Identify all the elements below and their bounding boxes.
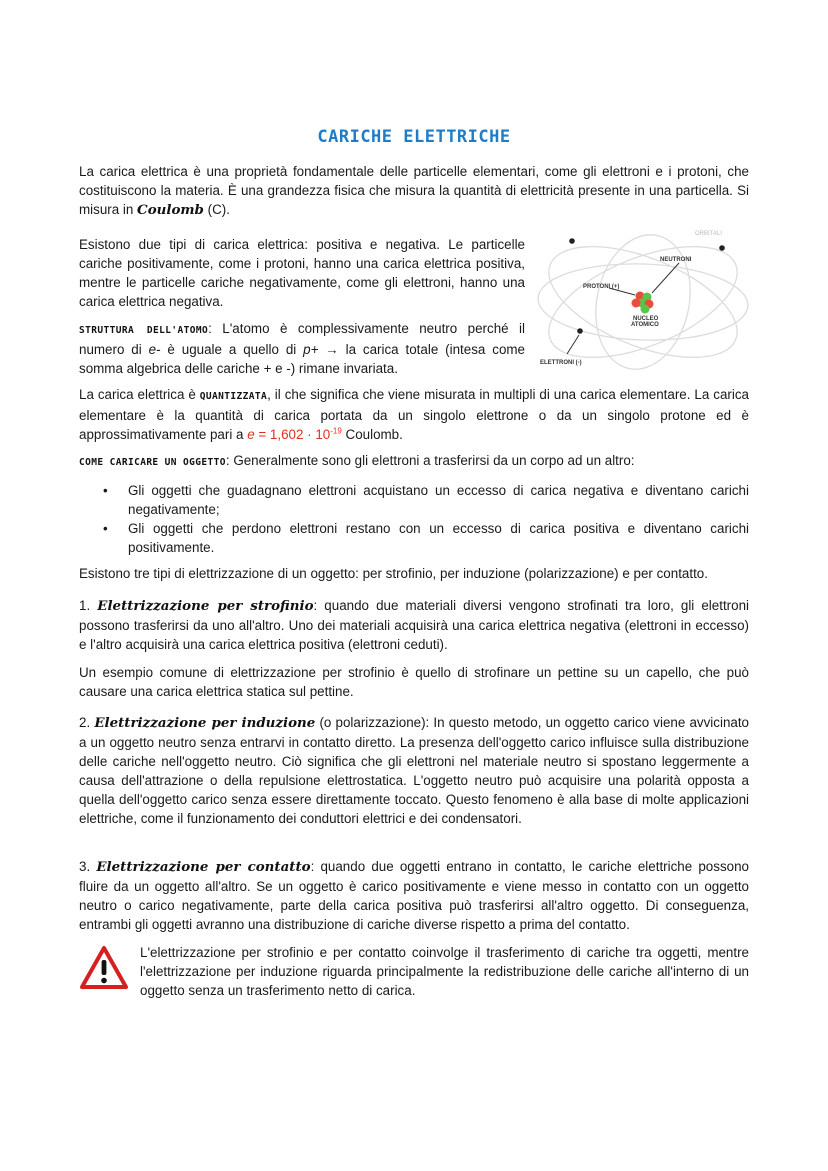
charging-text: : Generalmente sono gli elettroni a trasferirsi da un corpo ad un altro: (225, 453, 635, 468)
item-number: 2. (79, 715, 95, 730)
label-atomico: ATOMICO (631, 322, 659, 328)
warning-icon (79, 945, 129, 991)
list-item (79, 481, 749, 519)
electron-dot (569, 238, 575, 244)
warning-note (140, 943, 749, 1000)
formula-eq: = 1,602 · 10 (254, 427, 331, 442)
charge-types-text: Esistono due tipi di carica elettrica: positiva e negativa. Le particelle cariche positivamente, come i protoni, hanno una carica elettrica positiva, mentre le particelle cariche negativamente, come gli elettroni, hanno una carica elettrica negativa. (79, 237, 525, 309)
quantized-paragraph (79, 385, 749, 444)
induction-label: Elettrizzazione per induzione (94, 715, 316, 731)
page-title: CARICHE ELETTRICHE (317, 127, 511, 147)
quantized-text: La carica elettrica è (79, 387, 200, 402)
intro-text: La carica elettrica è una proprietà fondamentale delle particelle elementari, come gli elettroni e i protoni, che costituiscono la materia. È una grandezza fisica che misura la quantità di elettricità presente in una particella. Si misura in (79, 164, 749, 217)
charge-types-paragraph (79, 235, 525, 311)
label-nucleo: NUCLEO (633, 316, 659, 322)
charging-bullets (79, 481, 749, 557)
item-number: 3. (79, 859, 97, 874)
elementary-charge-formula (247, 427, 342, 442)
charging-paragraph (79, 451, 749, 472)
rubbing-example-paragraph (79, 663, 749, 701)
intro-text-end: (C). (203, 202, 230, 217)
atom-structure-label: STRUTTURA DELL'ATOMO (79, 325, 209, 336)
atom-diagram (537, 227, 749, 373)
rubbing-text: : quando due materiali diversi vengono strofinati tra loro, gli elettroni possono trasferirsi da uno all'altro. Uno dei materiali acquisirà una carica elettrica negativa (elettroni in eccesso) e l'altro acquisirà una carica elettrica positiva (elettroni ceduti). (79, 598, 749, 652)
quantized-label: QUANTIZZATA (199, 391, 268, 402)
rubbing-label: Elettrizzazione per strofinio (97, 598, 314, 614)
intro-paragraph (79, 162, 749, 220)
proton-symbol: p+ (303, 342, 319, 357)
contact-paragraph (79, 857, 749, 934)
list-item (79, 519, 749, 557)
formula-var: e (247, 427, 255, 442)
three-types-text: Esistono tre tipi di elettrizzazione di un oggetto: per strofinio, per induzione (polarizzazione) e per contatto. (79, 566, 708, 581)
contact-label: Elettrizzazione per contatto (96, 859, 311, 875)
rubbing-paragraph (79, 596, 749, 654)
label-neutroni: NEUTRONI (660, 257, 692, 263)
electron-dot (719, 245, 725, 251)
three-types-paragraph (79, 564, 749, 583)
electron-symbol: e- (148, 342, 161, 357)
structure-text: la carica totale (intesa come somma algebrica delle cariche + e -) rimane invariata. (79, 342, 525, 376)
warning-text: L'elettrizzazione per strofinio e per contatto coinvolge il trasferimento di cariche tra oggetti, mentre l'elettrizzazione per induzione riguarda principalmente la redistribuzione delle cariche all'interno di un oggetto senza un trasferimento netto di carica. (140, 945, 749, 998)
induction-paragraph (79, 713, 749, 828)
quantized-text: , il che significa che viene misurata in multipli di una carica elementare. La carica elementare è la quantità di carica portata da un singolo elettrone o da un singolo protone ed è approssimativamente pari a (79, 387, 749, 442)
item-number: 1. (79, 598, 98, 613)
label-elettroni: ELETTRONI (-) (540, 360, 582, 366)
quantized-text: Coulomb. (341, 427, 403, 442)
label-orbitali: ORBITALI (695, 231, 722, 237)
structure-text: è uguale a quello di (160, 342, 304, 357)
formula-exp: -19 (330, 426, 342, 436)
bullet-text: Gli oggetti che guadagnano elettroni acquistano un eccesso di carica negativa e diventano carichi negativamente; (128, 483, 749, 517)
structure-text: : L'atomo è complessivamente neutro perché il numero di (79, 321, 525, 357)
label-protoni: PROTONI (+) (583, 284, 620, 290)
electron-dot (577, 328, 583, 334)
induction-text: (o polarizzazione): In questo metodo, un oggetto carico viene avvicinato a un oggetto neutro senza entrarvi in contatto diretto. La presenza dell'oggetto carico influisce sulla distribuzione delle cariche nell'oggetto neutro. Ciò significa che gli elettroni nel materiale neutro si spostano leggermente a causa dell'attrazione o della repulsione elettrostatica. L'oggetto neutro può acquisire una polarità opposta a quella dell'oggetto carico senza essere direttamente toccato. Questo fenomeno è alla base di molte applicazioni elettriche, come il funzionamento dei conduttori elettrici e dei condensatori. (79, 715, 750, 826)
charging-label: COME CARICARE UN OGGETTO (79, 457, 226, 468)
rubbing-example-text: Un esempio comune di elettrizzazione per strofinio è quello di strofinare un pettine su un capello, che può causare una carica elettrica statica sul pettine. (79, 665, 749, 699)
atom-structure-paragraph (79, 319, 525, 378)
contact-text: : quando due oggetti entrano in contatto, le cariche elettriche possono fluire da un oggetto all'altro. Se un oggetto è carico positivamente e viene messo in contatto con un oggetto neutro o carico negativamente, parte della carica positiva può trasferirsi all'altro oggetto. Di conseguenza, entrambi gli oggetti avranno una distribuzione di cariche diverse rispetto a prima del contatto. (79, 859, 749, 932)
bullet-text: Gli oggetti che perdono elettroni restano con un eccesso di carica positiva e diventano carichi positivamente. (128, 521, 749, 555)
arrow-icon: → (325, 342, 339, 357)
bullet-icon: • (103, 483, 108, 498)
bullet-icon: • (103, 521, 108, 536)
unit-coulomb: Coulomb (137, 202, 204, 218)
